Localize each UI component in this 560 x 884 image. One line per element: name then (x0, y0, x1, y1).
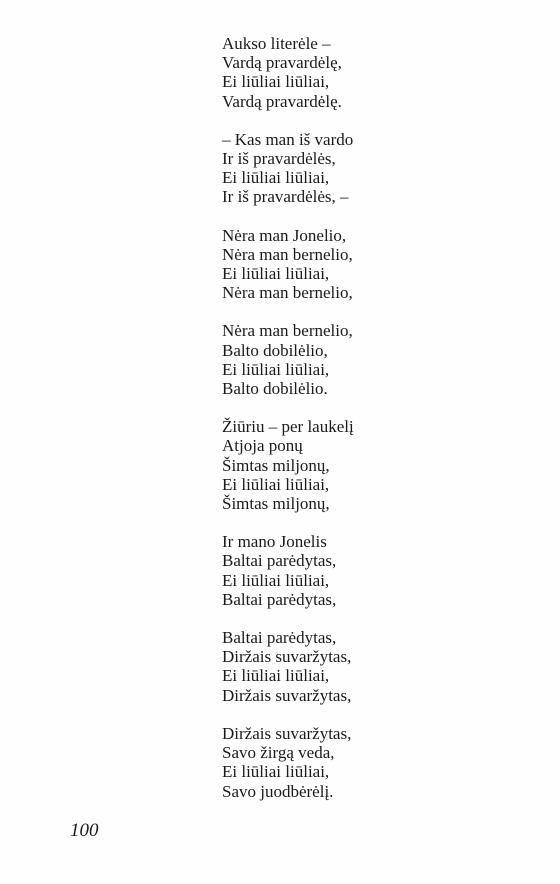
poem-line: Savo juodbėrėlį. (222, 781, 334, 801)
poem-line: Ei liūliai liūliai, (222, 359, 330, 379)
poem-line: Diržais suvaržytas, (222, 723, 352, 743)
poem-line: Ei liūliai liūliai, (222, 666, 330, 686)
poem-line: Žiūriu – per laukelį (222, 417, 354, 437)
poem-line: Ir iš pravardėlės, – (222, 187, 349, 207)
poem-line: Ei liūliai liūliai, (222, 264, 330, 284)
stanza (222, 532, 522, 609)
poem-line: – Kas man iš vardo (222, 129, 354, 149)
poem-line: Nėra man bernelio, (222, 321, 353, 341)
poem-line: Savo žirgą veda, (222, 743, 335, 763)
poem-line: Ei liūliai liūliai, (222, 72, 330, 92)
poem-line: Ir iš pravardėlės, (222, 149, 336, 169)
poem-line: Nėra man Jonelio, (222, 225, 347, 245)
stanza (222, 130, 522, 207)
stanza (222, 628, 522, 705)
stanza (222, 34, 522, 111)
stanza (222, 417, 522, 513)
poem-line: Vardą pravardėlę, (222, 53, 342, 73)
stanza (222, 724, 522, 801)
poem-line: Baltai parėdytas, (222, 589, 337, 609)
poem-line: Šimtas miljonų, (222, 494, 330, 514)
poem-line: Nėra man bernelio, (222, 244, 353, 264)
poem-line: Diržais suvaržytas, (222, 647, 352, 667)
poem-line: Ei liūliai liūliai, (222, 474, 330, 494)
poem-line: Ei liūliai liūliai, (222, 762, 330, 782)
poem-line: Aukso literėle – (222, 34, 331, 53)
poem-line: Ir mano Jonelis (222, 532, 327, 552)
poem-line: Baltai parėdytas, (222, 628, 337, 648)
poem-line: Ei liūliai liūliai, (222, 570, 330, 590)
stanza (222, 321, 522, 398)
poem-line: Vardą pravardėlę. (222, 91, 342, 111)
poem-line: Balto dobilėlio, (222, 340, 328, 360)
poem-line: Balto dobilėlio. (222, 379, 328, 399)
poem-line: Baltai parėdytas, (222, 551, 337, 571)
page-number: 100 (70, 820, 99, 841)
stanza (222, 226, 522, 303)
poem-line: Ei liūliai liūliai, (222, 168, 330, 188)
poem (222, 34, 522, 801)
poem-line: Šimtas miljonų, (222, 455, 330, 475)
poem-line: Nėra man bernelio, (222, 283, 353, 303)
poem-line: Diržais suvaržytas, (222, 685, 352, 705)
poem-line: Atjoja ponų (222, 436, 303, 456)
